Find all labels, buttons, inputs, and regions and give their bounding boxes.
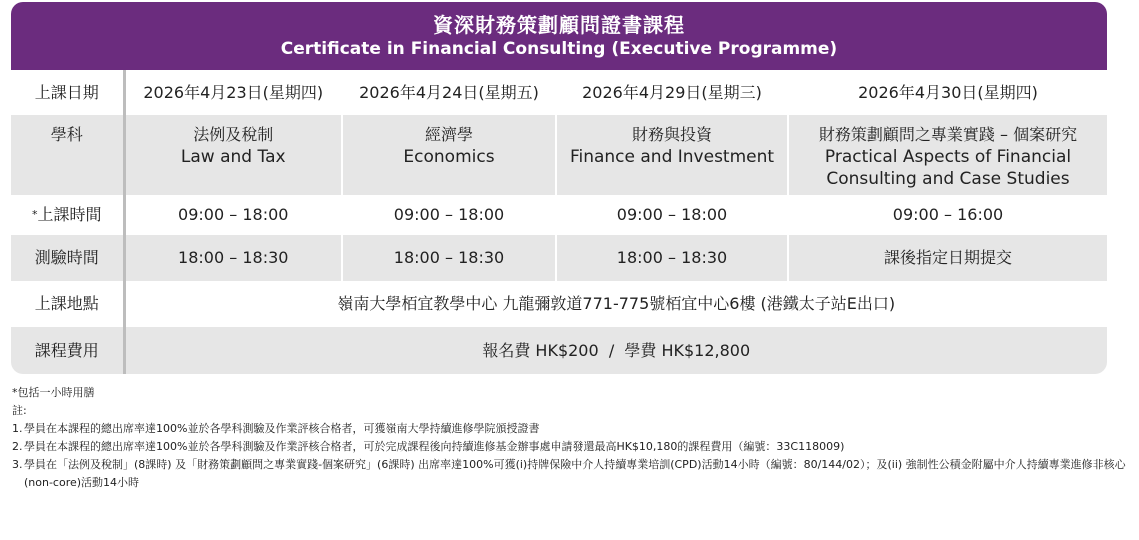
subject-en: Consulting and Case Studies	[826, 169, 1070, 189]
note-text: 學員在「法例及稅制」(8課時) 及「財務策劃顧問之專業實踐-個案研究」(6課時) 出席率達100%可獲(i)持牌保險中介人持續專業培訓(CPD)活動14小時（編號：80/144/02）；及(ii) 強制性公積金附屬中介人持續專業進修非核心(non-core)活動14小時	[24, 458, 1126, 489]
exam-cell: 課後指定日期提交	[788, 235, 1107, 281]
subject-cell	[342, 115, 556, 195]
fee-label: 課程費用	[11, 327, 124, 374]
time-cell: 09:00 – 16:00	[788, 195, 1107, 235]
fee-cell: 報名費 HK$200 / 學費 HK$12,800	[124, 327, 1107, 374]
exam-label: 測驗時間	[11, 235, 124, 281]
note-text: 學員在本課程的總出席率達100%並於各學科測驗及作業評核合格者，可於完成課程後向持續進修基金辦事處申請發還最高HK$10,180的課程費用（編號：33C118009)	[24, 440, 845, 453]
venue-label: 上課地點	[11, 281, 124, 327]
course-title-zh: 資深財務策劃顧問證書課程	[433, 13, 685, 37]
exam-row	[11, 235, 1107, 281]
venue-cell: 嶺南大學栢宜教學中心 九龍彌敦道771-775號栢宜中心6樓 (港鐵太子站E出口)	[124, 281, 1107, 327]
notes-section	[12, 384, 1127, 492]
date-row	[11, 70, 1107, 115]
time-cell: 09:00 – 18:00	[556, 195, 788, 235]
date-cell: 2026年4月29日(星期三)	[556, 70, 788, 115]
subject-en: Economics	[403, 147, 495, 167]
time-cell: 09:00 – 18:00	[124, 195, 342, 235]
subject-zh: 財務與投資	[631, 125, 712, 144]
exam-cell: 18:00 – 18:30	[342, 235, 556, 281]
exam-cell: 18:00 – 18:30	[124, 235, 342, 281]
note-text: 學員在本課程的總出席率達100%並於各學科測驗及作業評核合格者，可獲嶺南大學持續進修學院頒授證書	[24, 422, 540, 435]
subject-cell	[124, 115, 342, 195]
subject-zh: 經濟學	[424, 125, 473, 144]
date-cell: 2026年4月30日(星期四)	[788, 70, 1107, 115]
notes-heading: 註:	[12, 404, 27, 417]
note-number: 2.	[12, 440, 23, 453]
note-item	[12, 456, 1127, 492]
course-title-en: Certificate in Financial Consulting (Executive Programme)	[280, 39, 838, 59]
time-label-text: 上課時間	[37, 205, 102, 224]
note-item	[12, 438, 1127, 456]
exam-cell: 18:00 – 18:30	[556, 235, 788, 281]
time-cell: 09:00 – 18:00	[342, 195, 556, 235]
subject-cell	[788, 115, 1107, 195]
subject-zh: 財務策劃顧問之專業實踐 – 個案研究	[818, 125, 1078, 144]
date-cell: 2026年4月24日(星期五)	[342, 70, 556, 115]
note-number: 1.	[12, 422, 23, 435]
note-number: 3.	[12, 458, 23, 471]
subject-en: Law and Tax	[180, 147, 286, 167]
subject-cell	[556, 115, 788, 195]
subject-zh: 法例及稅制	[193, 125, 274, 144]
footnote-star: *	[31, 208, 38, 221]
subject-en: Practical Aspects of Financial	[824, 147, 1072, 167]
schedule-table	[11, 70, 1107, 374]
time-row	[11, 195, 1107, 235]
time-label	[11, 195, 124, 235]
course-header	[11, 2, 1107, 70]
note-item	[12, 420, 1127, 438]
subject-row	[11, 115, 1107, 195]
venue-row	[11, 281, 1107, 327]
subject-en: Finance and Investment	[569, 147, 775, 167]
date-cell: 2026年4月23日(星期四)	[124, 70, 342, 115]
date-label: 上課日期	[11, 70, 124, 115]
schedule-card	[11, 2, 1107, 374]
meal-footnote: *包括一小時用膳	[12, 386, 95, 399]
subject-label: 學科	[11, 115, 124, 195]
fee-row	[11, 327, 1107, 374]
